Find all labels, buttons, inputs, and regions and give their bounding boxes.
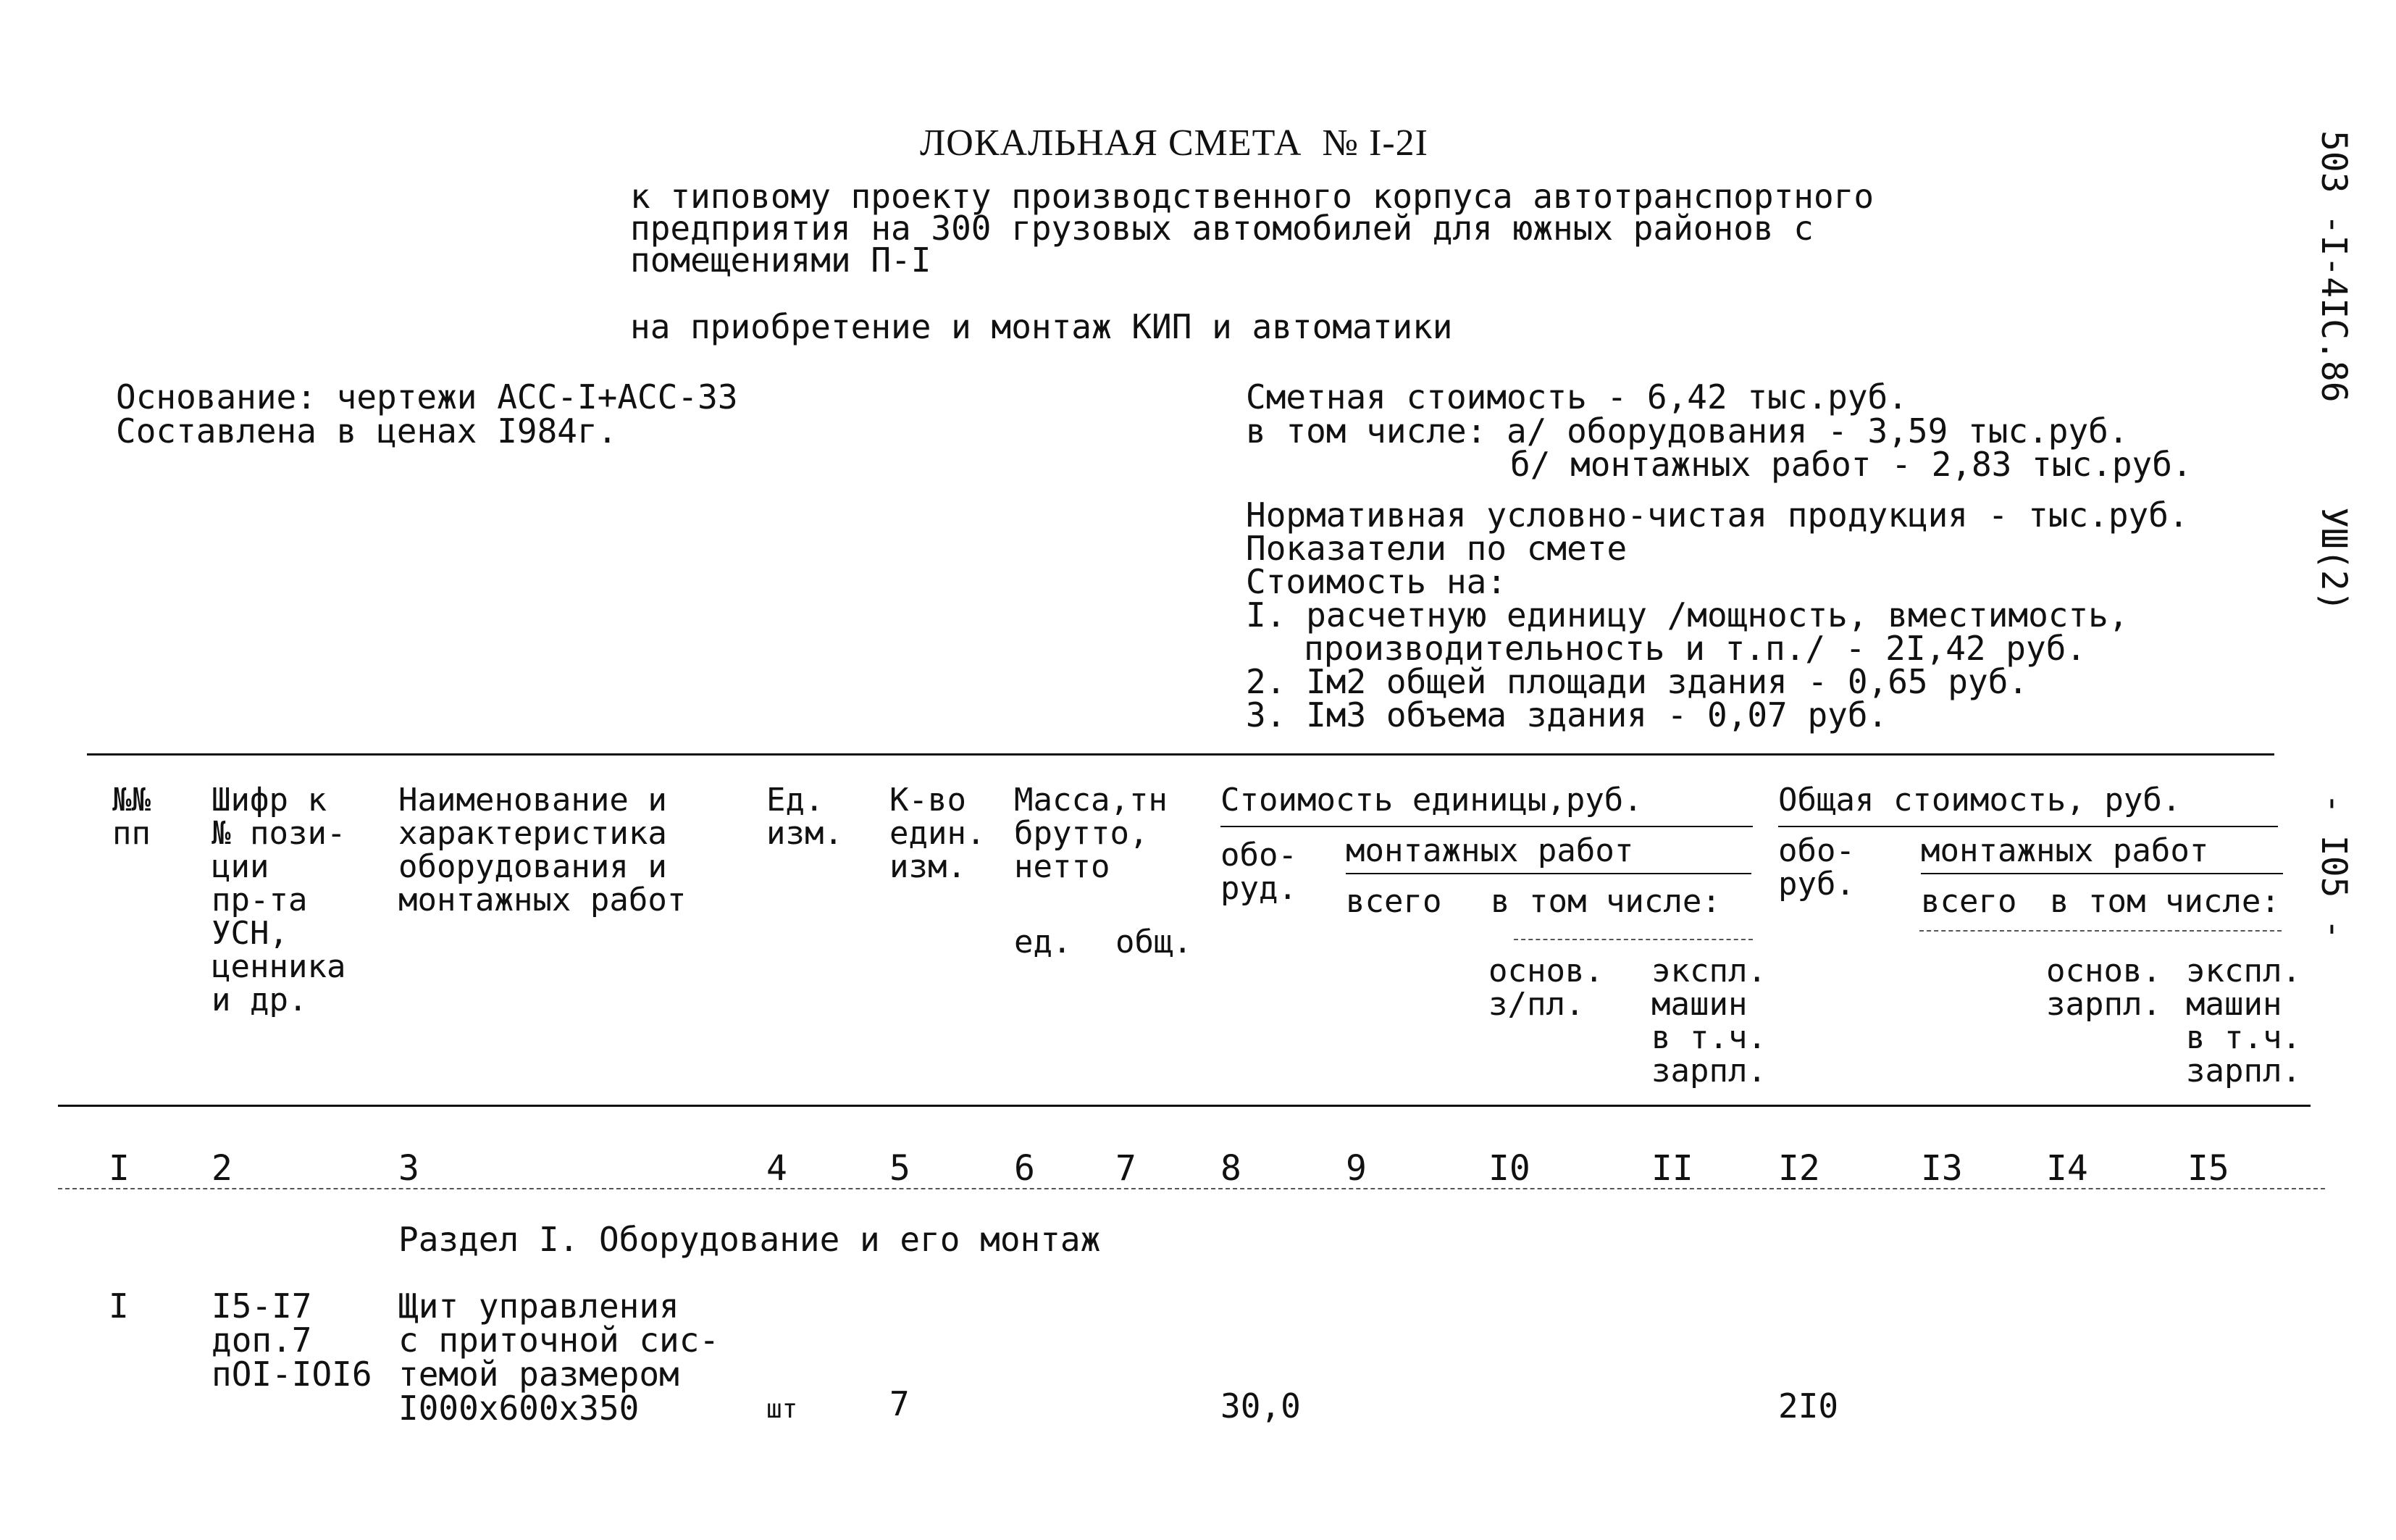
header-incl-unit: в том числе: [1491, 883, 1721, 920]
header-col-mass: Масса,тн брутто, нетто [1014, 782, 1168, 885]
col-num-7: 7 [1115, 1148, 1136, 1189]
row-num: I [109, 1286, 129, 1326]
incl-unit-rule [1514, 939, 1753, 940]
page-number-label: - I05 - [2313, 793, 2354, 940]
summary-item-3: 3. Iм3 объема здания - 0,07 руб. [1246, 695, 1888, 735]
header-col-unit: Ед. изм. [766, 782, 843, 852]
mount-total-rule [1921, 873, 2283, 874]
col-num-4: 4 [766, 1148, 787, 1189]
col-num-3: 3 [398, 1148, 419, 1189]
summary-incl-a: в том числе: а/ оборудования - 3,59 тыс.руб. [1246, 411, 2129, 451]
header-osn-total: основ. зарпл. [2046, 953, 2161, 1023]
header-eksp-unit: экспл. машин в т.ч. зарпл. [1651, 953, 1767, 1089]
summary-norm: Нормативная условно-чистая продукция - тыс.руб. [1246, 495, 2189, 535]
header-equip-total: обо- руб. [1778, 832, 1855, 903]
header-total-cost: Общая стоимость, руб. [1778, 782, 2182, 819]
col-num-15: I5 [2187, 1148, 2229, 1189]
summary-cost: Сметная стоимость - 6,42 тыс.руб. [1246, 377, 1908, 417]
col-num-11: II [1651, 1148, 1693, 1189]
col-num-2: 2 [211, 1148, 233, 1189]
header-incl-total: в том числе: [2050, 883, 2280, 920]
section-title: Раздел I. Оборудование и его монтаж [398, 1220, 1101, 1259]
subtitle-line-2: предприятия на 300 грузовых автомобилей для южных районов с [630, 209, 1814, 248]
row-qty: 7 [889, 1384, 910, 1423]
header-all-total: всего [1921, 883, 2017, 920]
total-cost-rule [1778, 826, 2278, 827]
subtitle-line-1: к типовому проекту производственного корпуса автотранспортного [630, 177, 1875, 216]
header-equip-unit: обо- руд. [1220, 837, 1297, 907]
col-num-12: I2 [1778, 1148, 1820, 1189]
col-num-13: I3 [1921, 1148, 1963, 1189]
header-col-name: Наименование и характеристика оборудования и монтажных работ [398, 782, 687, 918]
header-col-num: №№ пп [112, 782, 151, 852]
document-title: ЛОКАЛЬНАЯ СМЕТА № I-2I [920, 122, 1428, 164]
header-osn-unit: основ. з/пл. [1488, 953, 1604, 1023]
summary-item-2: 2. Iм2 общей площади здания - 0,65 руб. [1246, 662, 2029, 701]
table-top-rule [87, 753, 2274, 756]
row-code: I5-I7 доп.7 пОI-IOI6 [211, 1286, 372, 1394]
summary-item-1b: производительность и т.п./ - 2I,42 руб. [1304, 629, 2087, 668]
header-col-qty: К-во един. изм. [889, 782, 986, 885]
doc-code-label: 503 -I-4IC.86 [2313, 130, 2354, 403]
column-numbers-rule [58, 1188, 2325, 1189]
incl-total-rule [1919, 930, 2282, 932]
subtitle-line-3: помещениями П-I [630, 240, 931, 280]
summary-cost-on: Стоимость на: [1246, 562, 1507, 601]
col-num-8: 8 [1220, 1148, 1241, 1189]
header-mount-total: монтажных работ [1921, 832, 2209, 869]
col-num-14: I4 [2046, 1148, 2088, 1189]
header-mount-unit: монтажных работ [1346, 832, 1634, 869]
purpose-line: на приобретение и монтаж КИП и автоматики [630, 307, 1453, 346]
col-num-1: I [109, 1148, 130, 1189]
row-equip-unit-cost: 30,0 [1220, 1386, 1301, 1426]
basis-line-1: Основание: чертежи АСС-I+АСС-33 [116, 377, 738, 417]
header-mass-total: общ. [1115, 924, 1192, 961]
header-all-unit: всего [1346, 883, 1442, 920]
header-unit-cost: Стоимость единицы,руб. [1220, 782, 1643, 819]
mount-unit-rule [1346, 873, 1751, 874]
col-num-10: I0 [1488, 1148, 1530, 1189]
summary-indicators: Показатели по смете [1246, 529, 1628, 568]
unit-cost-rule [1220, 826, 1753, 827]
summary-incl-b: б/ монтажных работ - 2,83 тыс.руб. [1510, 445, 2192, 484]
row-name: Щит управления с приточной сис- темой размером I000x600x350 [398, 1286, 720, 1428]
summary-item-1a: I. расчетную единицу /мощность, вместимость, [1246, 595, 2129, 635]
basis-line-2: Составлена в ценах I984г. [116, 411, 618, 451]
row-unit: шт [766, 1394, 798, 1424]
col-num-5: 5 [889, 1148, 910, 1189]
header-eksp-total: экспл. машин в т.ч. зарпл. [2186, 953, 2301, 1089]
col-num-6: 6 [1014, 1148, 1035, 1189]
header-col-code: Шифр к № пози- ции пр-та УСН, ценника и др. [211, 782, 346, 1018]
col-num-9: 9 [1346, 1148, 1367, 1189]
header-mass-unit: ед. [1014, 924, 1072, 961]
header-bottom-rule [58, 1105, 2311, 1107]
sheet-label: УШ(2) [2313, 507, 2354, 612]
row-equip-total-cost: 2I0 [1778, 1386, 1839, 1426]
